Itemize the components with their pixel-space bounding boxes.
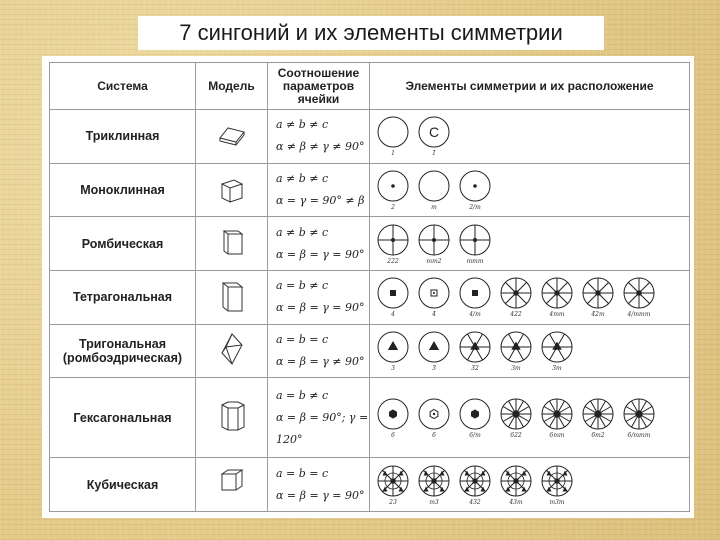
- symmetry-elements: [370, 271, 690, 325]
- stereogram-cubic-icon: [457, 463, 493, 499]
- header-params: Соотношение параметров ячейки: [268, 63, 370, 110]
- point-group-label: 4: [391, 311, 395, 319]
- model-cell: [196, 217, 268, 271]
- stereogram-spokes4-icon: [498, 275, 534, 311]
- table-row: [50, 163, 690, 217]
- point-group-label: 1: [391, 150, 395, 158]
- stereogram-spokes4-icon: [580, 275, 616, 311]
- header-model: Модель: [196, 63, 268, 110]
- model-cell: [196, 110, 268, 164]
- stereogram: [374, 463, 412, 507]
- stereogram-spokes6-icon: [580, 396, 616, 432]
- stereogram: [497, 329, 535, 373]
- stereogram-dot-icon: [457, 168, 493, 204]
- rhombohedron-icon: [214, 354, 250, 371]
- cell-parameters: [268, 324, 370, 378]
- hexagonal-prism-icon: [214, 420, 250, 437]
- table-row: [50, 271, 690, 325]
- point-group-label: 6/m: [469, 431, 481, 439]
- stereogram: [374, 222, 412, 266]
- stereogram-empty-icon: [416, 168, 452, 204]
- stereogram: [497, 463, 535, 507]
- stereogram-cubic-icon: [416, 463, 452, 499]
- point-group-label: 2: [391, 204, 395, 211]
- model-cell: [196, 163, 268, 217]
- point-group-label: 6̄: [432, 431, 436, 439]
- symmetry-elements: [370, 458, 690, 512]
- angle-relation: α = β = γ ≠ 90°: [276, 355, 365, 369]
- point-group-label: 3m: [511, 365, 521, 373]
- stereogram-spokes3-icon: [498, 329, 534, 365]
- point-group-label: 6/mmm: [627, 431, 651, 439]
- stereogram: [456, 275, 494, 319]
- point-group-label: 4̄: [432, 311, 436, 319]
- point-group-label: m: [431, 204, 437, 211]
- stereogram: [456, 463, 494, 507]
- length-relation: a = b = c: [276, 466, 329, 480]
- stereogram: [579, 275, 617, 319]
- point-group-label: mm2: [426, 257, 442, 265]
- stereogram-hexagon-icon: [375, 396, 411, 432]
- stereogram: [374, 168, 412, 212]
- stereogram: [456, 168, 494, 212]
- symmetry-elements: [370, 378, 690, 458]
- table-row: [50, 324, 690, 378]
- point-group-label: 422: [510, 311, 522, 319]
- model-cell: [196, 271, 268, 325]
- stereogram-cross-icon: [457, 222, 493, 258]
- symmetry-elements: [370, 324, 690, 378]
- stereogram-spokes6-icon: [539, 396, 575, 432]
- cell-parameters: [268, 110, 370, 164]
- stereogram-triangle-icon: [375, 329, 411, 365]
- stereogram: [415, 168, 453, 212]
- point-group-label: mmm: [466, 257, 484, 265]
- cell-parameters: [268, 378, 370, 458]
- point-group-label: 4/mmm: [627, 311, 651, 319]
- stereogram-triangle-icon: [416, 329, 452, 365]
- angle-relation: α = β = 90°; γ = 120°: [276, 410, 369, 446]
- stereogram-spokes6-icon: [621, 396, 657, 432]
- syngony-table-sheet: [42, 56, 694, 518]
- stereogram: [620, 396, 658, 440]
- stereogram-spokes4-icon: [539, 275, 575, 311]
- system-name: Триклинная: [50, 110, 196, 164]
- stereogram: [415, 329, 453, 373]
- header-system: Система: [50, 63, 196, 110]
- angle-relation: α = γ = 90° ≠ β: [276, 194, 365, 207]
- table-header-row: [50, 63, 690, 110]
- stereogram: [497, 396, 535, 440]
- page-title: 7 сингоний и их элементы симметрии: [138, 16, 604, 50]
- stereogram: [415, 222, 453, 266]
- stereogram-cubic-icon: [539, 463, 575, 499]
- table-row: [50, 378, 690, 458]
- stereogram: [538, 463, 576, 507]
- point-group-label: 23: [389, 498, 397, 506]
- stereogram-empty-icon: [375, 114, 411, 150]
- point-group-label: 4/m: [469, 311, 481, 319]
- system-name: Гексагональная: [50, 378, 196, 458]
- cell-parameters: [268, 217, 370, 271]
- stereogram: [456, 329, 494, 373]
- angle-relation: α ≠ β ≠ γ ≠ 90°: [276, 140, 365, 154]
- header-elements: Элементы симметрии и их расположение: [370, 63, 690, 110]
- syngony-table: [49, 62, 690, 512]
- stereogram: [538, 329, 576, 373]
- stereogram: [415, 114, 453, 158]
- stereogram: [374, 275, 412, 319]
- point-group-label: 3: [391, 365, 395, 373]
- model-cell: [196, 458, 268, 512]
- point-group-label: 6̄m2: [591, 431, 605, 439]
- length-relation: a ≠ b ≠ c: [276, 172, 329, 185]
- stereogram-hexagon-icon: [457, 396, 493, 432]
- stereogram: [374, 396, 412, 440]
- stereogram: [415, 463, 453, 507]
- point-group-label: 432: [469, 498, 481, 506]
- stereogram-spokes3-icon: [539, 329, 575, 365]
- stereogram: [579, 396, 617, 440]
- point-group-label: 3̄: [432, 365, 436, 373]
- stereogram: [497, 275, 535, 319]
- cell-parameters: [268, 271, 370, 325]
- model-cell: [196, 378, 268, 458]
- system-name: Тригональная (ромбоэдрическая): [50, 324, 196, 378]
- stereogram: [374, 329, 412, 373]
- point-group-label: m3: [429, 498, 439, 506]
- stereogram-cubic-icon: [498, 463, 534, 499]
- table-row: [50, 217, 690, 271]
- stereogram-spokes6-icon: [498, 396, 534, 432]
- stereogram-cross-icon: [416, 222, 452, 258]
- system-name: Ромбическая: [50, 217, 196, 271]
- stereogram: [620, 275, 658, 319]
- stereogram: [538, 275, 576, 319]
- cell-parameters: [268, 458, 370, 512]
- stereogram-dot-icon: [375, 168, 411, 204]
- point-group-label: 3̄m: [552, 365, 562, 373]
- point-group-label: 1̄: [432, 150, 436, 158]
- length-relation: a ≠ b ≠ c: [276, 118, 329, 132]
- monoclinic-prism-icon: [214, 193, 250, 210]
- svg-text:C: C: [428, 124, 440, 141]
- stereogram-spokes4-icon: [621, 275, 657, 311]
- point-group-label: 4̄2m: [591, 311, 605, 319]
- point-group-label: 4mm: [549, 311, 565, 319]
- table-row: [50, 458, 690, 512]
- length-relation: a = b ≠ c: [276, 388, 329, 402]
- stereogram-square-o-icon: [416, 275, 452, 311]
- stereogram-square-icon: [457, 275, 493, 311]
- length-relation: a ≠ b ≠ c: [276, 225, 329, 239]
- point-group-label: 6mm: [549, 431, 565, 439]
- stereogram: [415, 396, 453, 440]
- angle-relation: α = β = γ = 90°: [276, 488, 365, 502]
- model-cell: [196, 324, 268, 378]
- stereogram: [456, 222, 494, 266]
- cube-icon: [214, 487, 250, 504]
- angle-relation: α = β = γ = 90°: [276, 247, 365, 261]
- system-name: Кубическая: [50, 458, 196, 512]
- system-name: Тетрагональная: [50, 271, 196, 325]
- length-relation: a = b ≠ c: [276, 279, 329, 293]
- stereogram-hexagon-o-icon: [416, 396, 452, 432]
- parallelepiped-icon: [214, 139, 250, 156]
- point-group-label: 32: [471, 365, 479, 373]
- stereogram-cross-icon: [375, 222, 411, 258]
- stereogram-square-icon: [375, 275, 411, 311]
- symmetry-elements: [370, 217, 690, 271]
- point-group-label: 622: [510, 431, 522, 439]
- stereogram-center-c-icon: [416, 114, 452, 150]
- symmetry-elements: [370, 110, 690, 164]
- point-group-label: 2/m: [469, 204, 481, 211]
- stereogram: [415, 275, 453, 319]
- tetragonal-prism-icon: [214, 300, 250, 317]
- stereogram: [538, 396, 576, 440]
- angle-relation: α = β = γ = 90°: [276, 301, 365, 315]
- length-relation: a = b = c: [276, 333, 329, 347]
- point-group-label: 222: [387, 257, 399, 265]
- table-row: [50, 110, 690, 164]
- point-group-label: 6: [391, 431, 395, 439]
- system-name: Моноклинная: [50, 163, 196, 217]
- symmetry-elements: [370, 163, 690, 217]
- stereogram-spokes3-icon: [457, 329, 493, 365]
- stereogram-cubic-icon: [375, 463, 411, 499]
- point-group-label: 4̄3m: [509, 498, 523, 506]
- point-group-label: m3m: [549, 498, 565, 506]
- stereogram: [456, 396, 494, 440]
- rhombic-prism-icon: [214, 246, 250, 263]
- cell-parameters: [268, 163, 370, 217]
- stereogram: [374, 114, 412, 158]
